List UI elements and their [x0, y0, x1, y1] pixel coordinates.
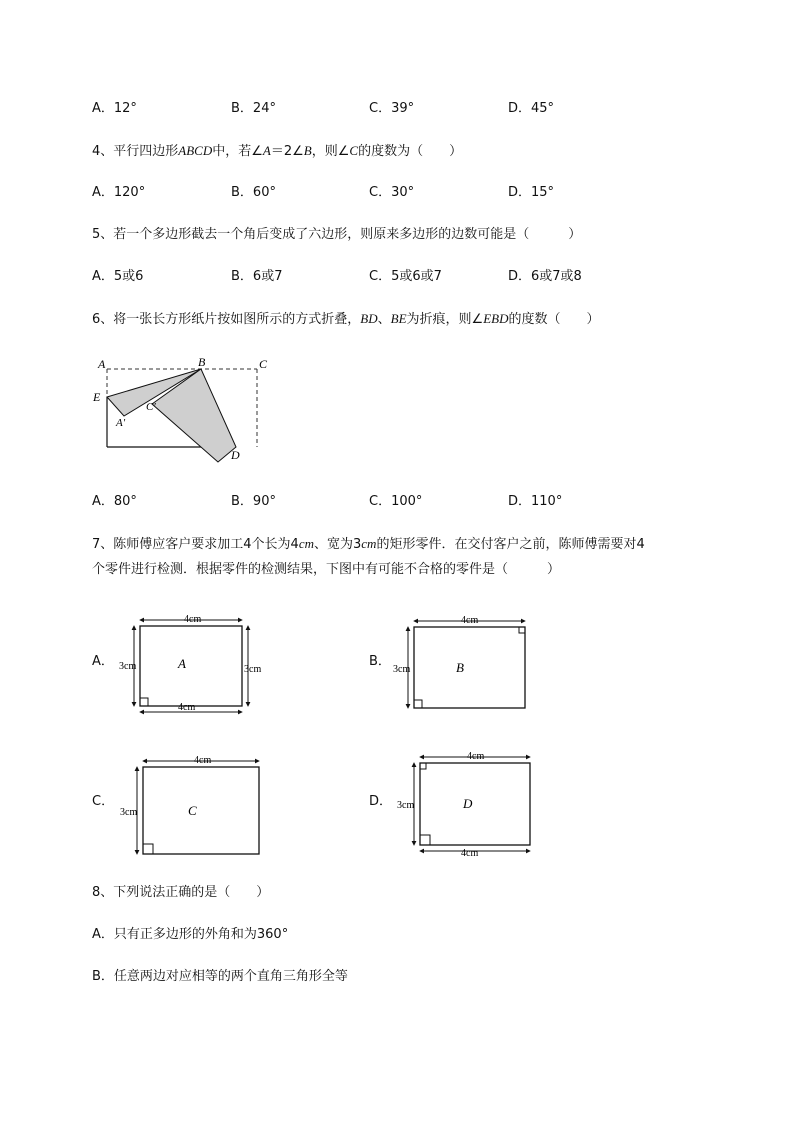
q7-b-left-label: 3cm	[393, 664, 411, 675]
q7-a-left-label: 3cm	[119, 661, 137, 672]
q7-figure-c	[120, 755, 259, 854]
q7-option-a-label: A．	[92, 654, 114, 669]
q5-option-d: D．6或7或8	[508, 269, 582, 284]
q7-option-b-label: B．	[369, 654, 391, 669]
q7-b-top-label: 4cm	[461, 615, 479, 626]
q7-d-right-angle-mark-top	[420, 763, 426, 769]
q7-c-right-angle-mark	[143, 844, 153, 854]
q6-label-a-prime: A′	[116, 417, 126, 429]
q7-d-name: D	[463, 796, 473, 811]
q4-var-abcd: ABCD	[178, 143, 213, 158]
q4-text-1: 平行四边形	[113, 144, 179, 159]
q8-option-a: A．只有正多边形的外角和为360°	[92, 927, 289, 942]
q3-option-a: A．12°	[92, 101, 137, 116]
q6-option-b: B．90°	[231, 494, 276, 509]
q6-text-4: 的度数（ ）	[508, 312, 600, 327]
q7-option-c-label: C．	[92, 794, 115, 809]
q7-d-top-label: 4cm	[467, 751, 485, 762]
q4-text-5: 的度数为（ ）	[358, 144, 463, 159]
q7-option-d-label: D．	[369, 794, 393, 809]
q7-d-right-angle-mark-bottom	[420, 835, 430, 845]
q7-a-name: A	[178, 656, 186, 671]
q7-d-left-label: 3cm	[397, 800, 415, 811]
q4-option-b: B．60°	[231, 185, 276, 200]
q7-unit-2: cm	[361, 536, 377, 551]
q8-stem: 8、下列说法正确的是（ ）	[92, 885, 270, 900]
q7-d-bottom-label: 4cm	[461, 848, 479, 859]
q4-text-4: ，则∠	[311, 144, 350, 159]
q7-stem-line-2: 个零件进行检测．根据零件的检测结果，下图中有可能不合格的零件是（ ）	[92, 562, 561, 577]
q4-var-b: B	[303, 143, 312, 158]
q4-option-d: D．15°	[508, 185, 555, 200]
q7-b-name: B	[456, 660, 464, 675]
q7-a-top-label: 4cm	[184, 614, 202, 625]
q7-a-rect	[140, 626, 242, 706]
q7-b-right-angle-mark-top	[519, 627, 525, 633]
q7-text-1: 7、陈师傅应客户要求加工4个长为4	[92, 537, 299, 552]
q7-b-rect	[414, 627, 525, 708]
q6-text-1: 6、将一张长方形纸片按如图所示的方式折叠，	[92, 312, 361, 327]
q7-a-bottom-label: 4cm	[178, 702, 196, 713]
q4-var-c: C	[349, 143, 359, 158]
q3-option-c: C．39°	[369, 101, 415, 116]
q6-text-2: 、	[377, 312, 391, 327]
q6-var-ebd: EBD	[483, 311, 509, 326]
q3-option-b: B．24°	[231, 101, 276, 116]
q6-text-3: 为折痕，则∠	[406, 312, 484, 327]
q6-var-bd: BD	[360, 311, 378, 326]
q4-option-a: A．120°	[92, 185, 146, 200]
q6-label-c: C	[259, 357, 268, 371]
q6-label-b: B	[198, 355, 206, 369]
q7-unit-1: cm	[298, 536, 314, 551]
q7-c-left-label: 3cm	[120, 807, 138, 818]
q7-a-right-angle-mark	[140, 698, 148, 706]
q4-option-c: C．30°	[369, 185, 415, 200]
q7-c-top-label: 4cm	[194, 755, 212, 766]
q6-label-a: A	[98, 357, 106, 371]
q6-option-d: D．110°	[508, 494, 563, 509]
q6-var-be: BE	[390, 311, 407, 326]
q3-option-d: D．45°	[508, 101, 555, 116]
q6-label-d: D	[231, 448, 240, 462]
q7-b-right-angle-mark-bottom	[414, 700, 422, 708]
q5-option-c: C．5或6或7	[369, 269, 442, 284]
q6-option-c: C．100°	[369, 494, 423, 509]
q7-figure-b	[393, 615, 525, 708]
q7-a-right-label: 3cm	[244, 664, 262, 675]
q8-option-b: B．任意两边对应相等的两个直角三角形全等	[92, 969, 348, 984]
q4-number: 4、	[92, 144, 114, 159]
q7-figure-d	[397, 751, 530, 859]
q7-text-2: 、宽为3	[314, 537, 362, 552]
q6-label-e: E	[93, 390, 101, 404]
q7-c-rect	[143, 767, 259, 854]
q5-option-a: A．5或6	[92, 269, 144, 284]
q5-option-b: B．6或7	[231, 269, 283, 284]
q7-c-name: C	[188, 803, 197, 818]
q6-option-a: A．80°	[92, 494, 137, 509]
q5-stem: 5、若一个多边形截去一个角后变成了六边形，则原来多边形的边数可能是（ ）	[92, 227, 582, 242]
q4-text-3: ＝2∠	[270, 144, 304, 159]
q7-figure-a	[119, 614, 261, 713]
q6-label-c-prime: C′	[146, 401, 156, 413]
q4-text-2: 中，若∠	[212, 144, 263, 159]
q7-d-rect	[420, 763, 530, 845]
q4-var-a: A	[262, 143, 271, 158]
q7-text-3: 的矩形零件．在交付客户之前，陈师傅需要对4	[376, 537, 645, 552]
